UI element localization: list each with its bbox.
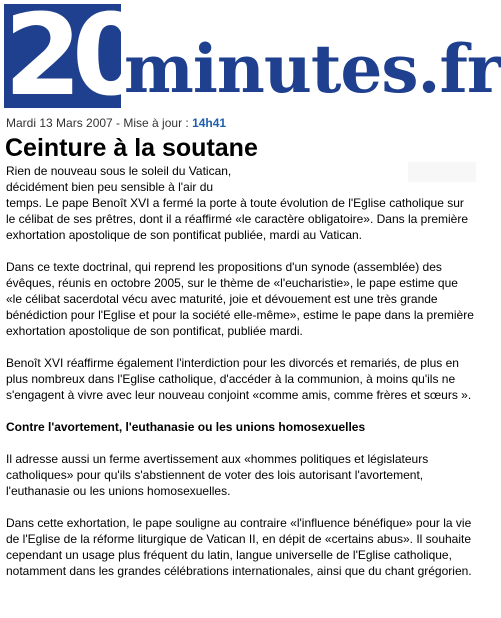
paragraph-2: Dans ce texte doctrinal, qui reprend les propositions d'un synode (assemblée) des évêques, réunis en octobre 2005, sur le thème de «l'eucharistie», le pape estime que «le célibat sacerdotal vécu avec maturité, joie et dévouement est une très grande bénédiction pour l'Eglise et pour la société elle-même», estime le pape dans la première exhortation apostolique de son pontificat, publiée mardi. bbox=[6, 260, 474, 338]
article-body bbox=[6, 163, 474, 595]
article-subheading: Contre l'avortement, l'euthanasie ou les unions homosexuelles bbox=[6, 420, 366, 434]
masthead bbox=[0, 0, 501, 121]
paragraph-1: temps. Le pape Benoît XVI a fermé la porte à toute évolution de l'Eglise catholique sur le célibat de ses prêtres, dont il a réaffirmé «le caractère obligatoire». Dans la première exhortation apostolique de son pontificat publiée, mardi au Vatican. bbox=[6, 196, 469, 242]
logo-wordmark[interactable]: minutes.fr bbox=[124, 30, 501, 108]
date-text: Mardi 13 Mars 2007 - Mise à jour : bbox=[6, 116, 193, 130]
dateline bbox=[6, 116, 226, 130]
paragraph-3: Benoît XVI réaffirme également l'interdiction pour les divorcés et remariés, de plus en plus nombreux dans l'Eglise catholique, d'accéder à la communion, à moins qu'ils ne s'engagent à vivre avec leur nouveau conjoint «comme amis, comme frères et sœurs ». bbox=[6, 356, 472, 402]
paragraph-4: Il adresse aussi un ferme avertissement aux «hommes politiques et législateurs catholiques» pour qu'ils s'abstiennent de voter des lois autorisant l'avortement, l'euthanasie ou les unions homosexuelles. bbox=[6, 452, 429, 498]
intro-line-1: Rien de nouveau sous le soleil du Vatican, bbox=[6, 164, 232, 178]
update-time: 14h41 bbox=[192, 116, 227, 130]
article-title: Ceinture à la soutane bbox=[5, 134, 258, 162]
intro-line-2: décidément bien peu sensible à l'air du bbox=[6, 180, 214, 194]
logo-number[interactable]: 20 bbox=[4, 0, 140, 121]
paragraph-5: Dans cette exhortation, le pape souligne au contraire «l'influence bénéfique» pour la vie de l'Eglise de la réforme liturgique de Vatican II, en dépit de «certains abus». Il souhaite cependant un usage plus fréquent du latin, langue universelle de l'Eglise catholique, notamment dans les grandes célébrations internationales, ainsi que du chant grégorien. bbox=[6, 516, 472, 578]
